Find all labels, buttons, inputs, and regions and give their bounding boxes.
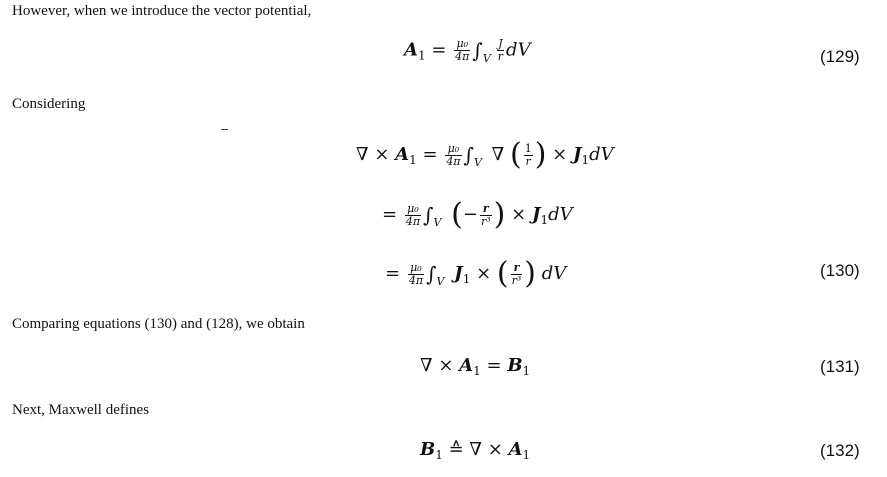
paragraph-intro: However, when we introduce the vector potential, xyxy=(12,3,312,19)
paragraph-considering: Considering xyxy=(12,96,86,112)
equation-130-line2: = $\frac{\text{μ₀}}{4\pi}$ $\int_V$ (− $\frac{r}{\text{r³}}$ ) × $J_1dV$ xyxy=(382,197,573,232)
fraction-mu0-4pi: $\frac{\text{μ₀}}{4\pi}$ xyxy=(455,37,470,63)
paragraph-maxwell: Next, Maxwell defines xyxy=(12,402,150,418)
equation-129: $A_1$ = $\frac{\text{μ₀}}{4\pi}$ $\int_V$ $\frac{J}{r}$ dV xyxy=(404,37,531,65)
paragraph-comparing: Comparing equations (130) and (128), we obtain xyxy=(12,316,305,332)
equation-number-129: (129) xyxy=(820,47,860,66)
equation-132: $B_1$ ≙ ∇ × $A_1$ xyxy=(420,439,531,462)
equation-number-130: (130) xyxy=(820,261,860,280)
equation-131: ∇ × $A_1 = B_1$ xyxy=(420,355,531,378)
equation-130-line3: = $\frac{\text{μ₀}}{4\pi}$ $\int_V$ $J_1$ × ( $\frac{r}{\text{r³}}$ ) dV xyxy=(385,256,567,291)
stray-mark xyxy=(221,129,228,130)
equation-130-line1: ∇ × $A_1$ = $\frac{\text{μ₀}}{4\pi}$ $\int_V$ ∇ ( $\frac{1}{r}$ ) × $J_1dV$ xyxy=(356,137,614,172)
equation-number-132: (132) xyxy=(820,441,860,460)
equation-number-131: (131) xyxy=(820,357,860,376)
fraction-j1-r: $\frac{J}{r}$ xyxy=(497,37,504,63)
